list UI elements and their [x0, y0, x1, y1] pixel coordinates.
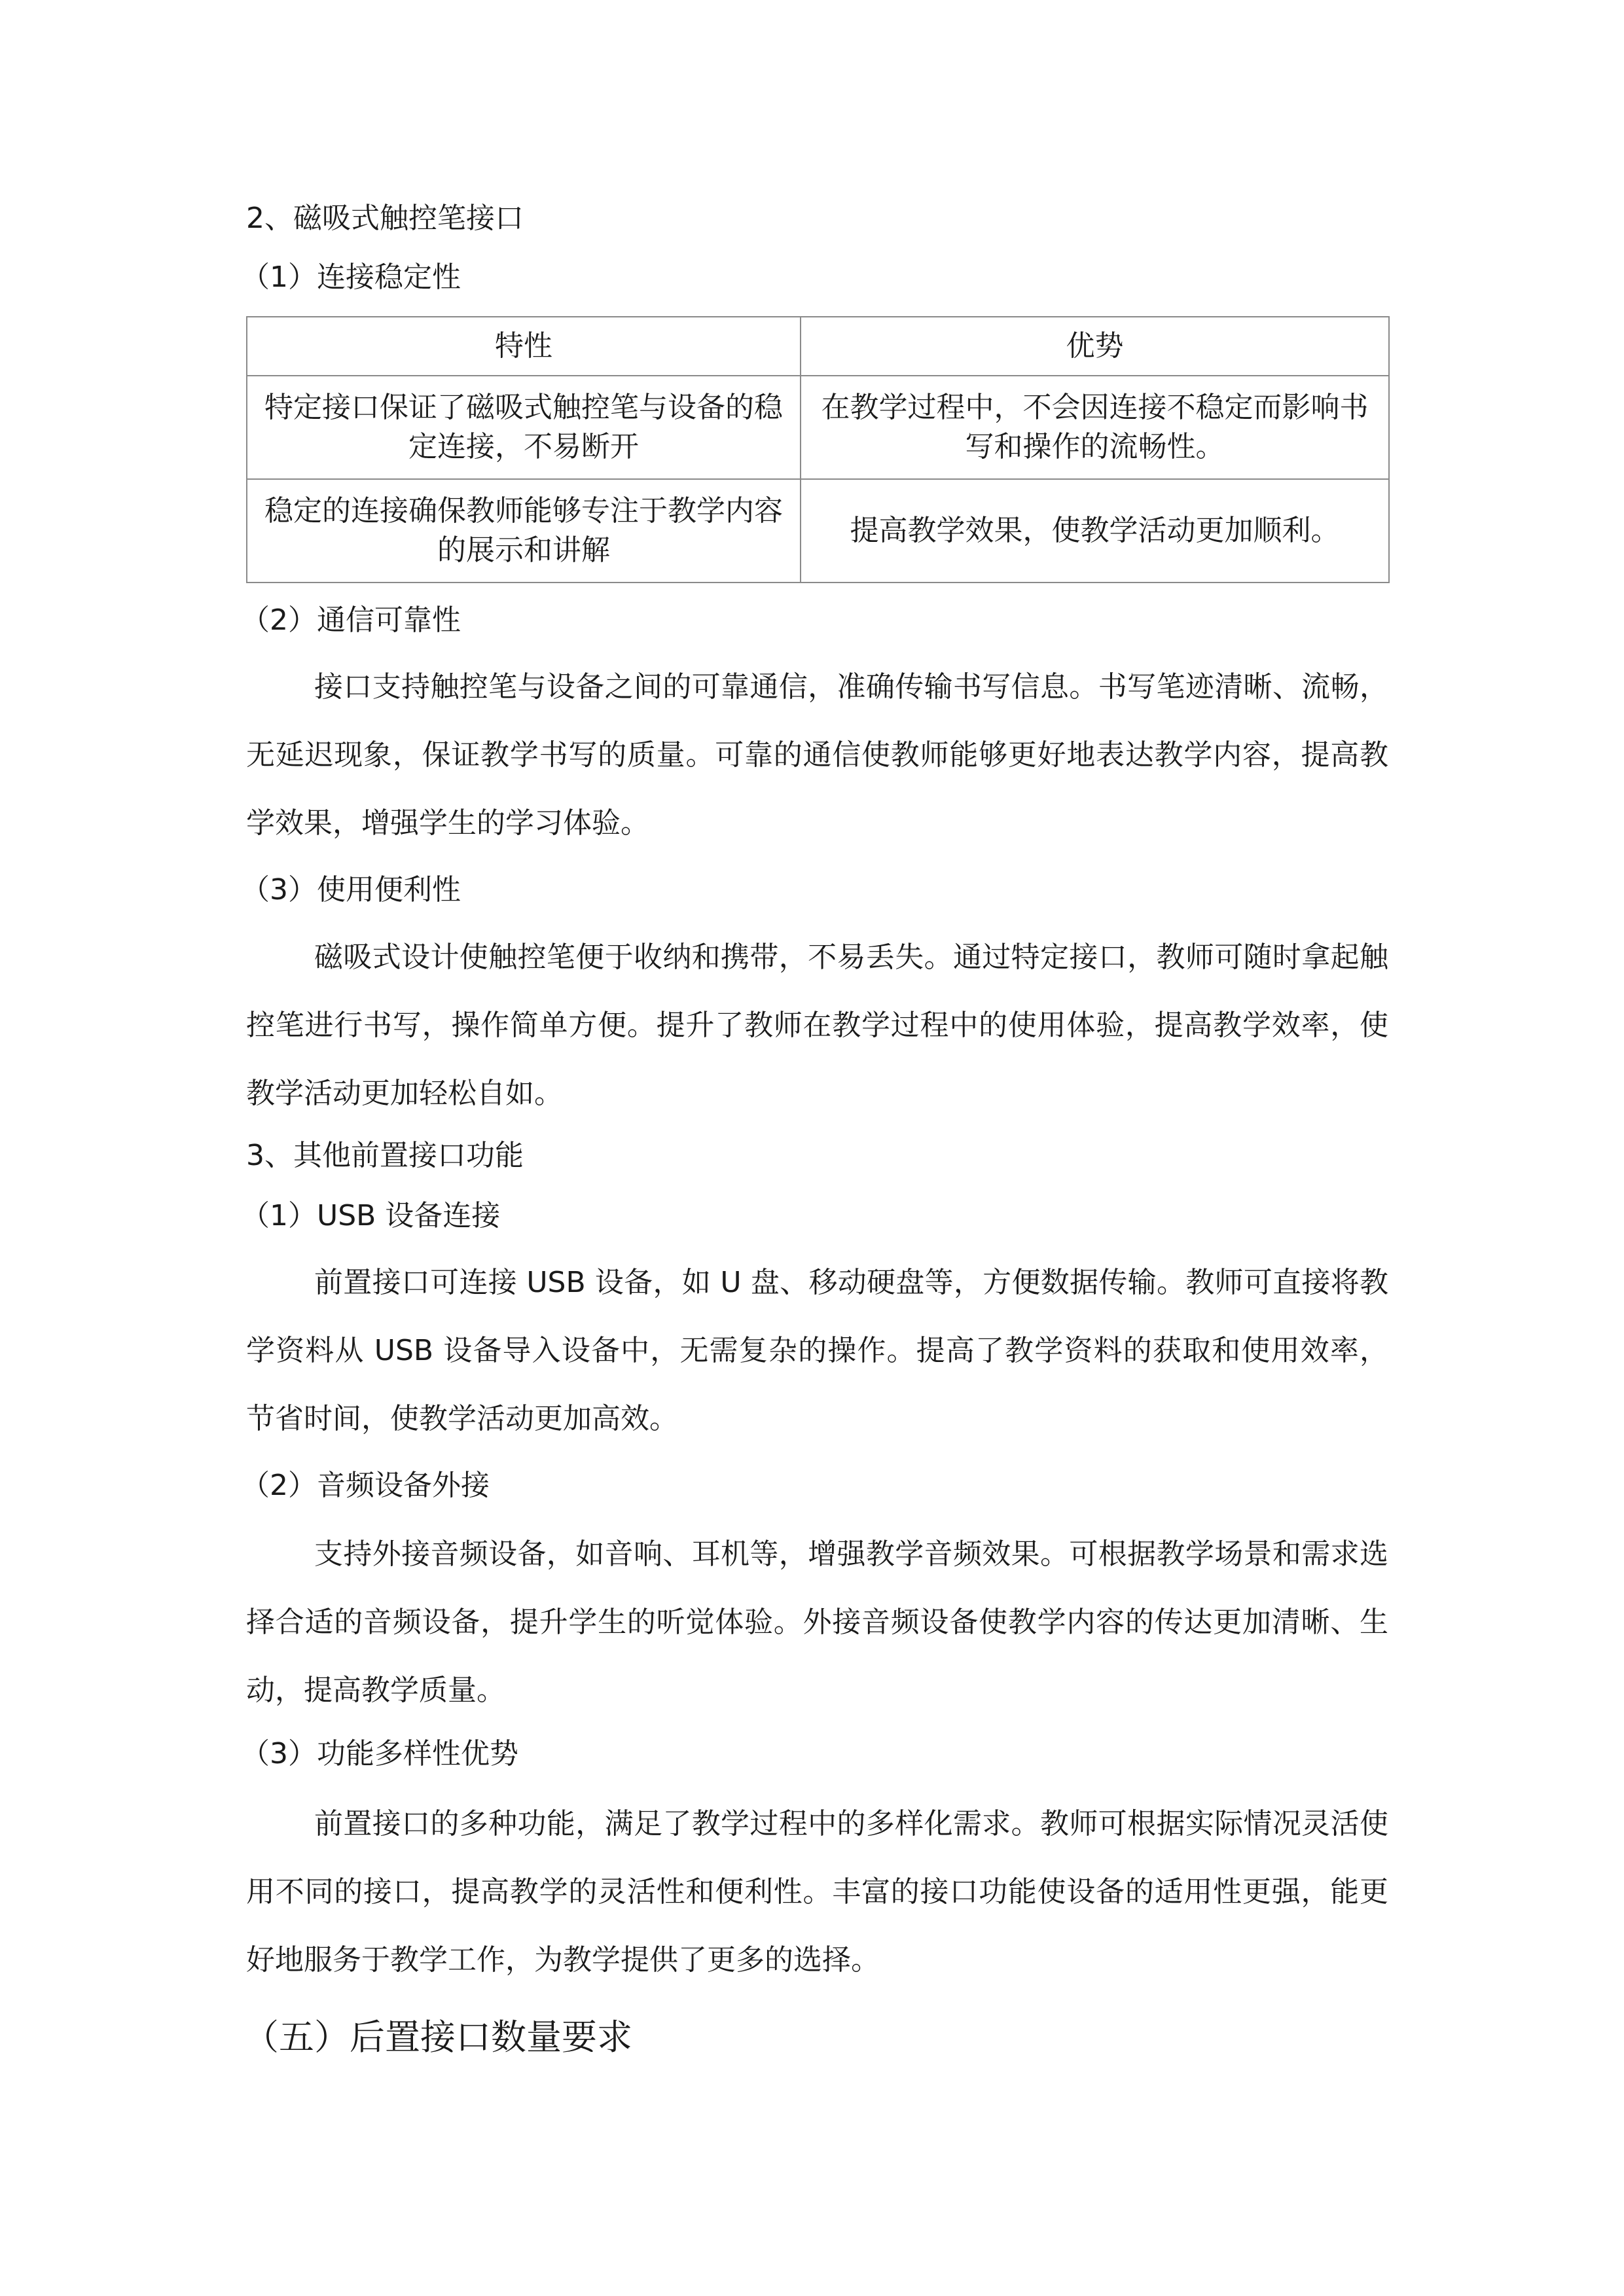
table-cell: 提高教学效果，使教学活动更加顺利。 — [801, 479, 1389, 583]
table-cell: 稳定的连接确保教师能够专注于教学内容的展示和讲解 — [247, 479, 801, 583]
section-3-subheading-1: （1）USB 设备连接 — [241, 1199, 501, 1232]
table-row — [247, 479, 1389, 583]
section-3-paragraph-1: 前置接口可连接 USB 设备，如 U 盘、移动硬盘等，方便数据传输。教师可直接将教学资料从 USB 设备导入设备中，无需复杂的操作。提高了教学资料的获取和使用效率，节省时间，使教学活动更加高效。 — [246, 1266, 1388, 1435]
section-2-paragraph-2: 接口支持触控笔与设备之间的可靠通信，准确传输书写信息。书写笔迹清晰、流畅，无延迟现象，保证教学书写的质量。可靠的通信使教师能够更好地表达教学内容，提高教学效果，增强学生的学习体验。 — [246, 670, 1388, 840]
section-2-title: 2、磁吸式触控笔接口 — [246, 202, 524, 235]
section-3-title: 3、其他前置接口功能 — [246, 1139, 524, 1172]
section-2-subheading-3: （3）使用便利性 — [241, 873, 461, 906]
table-cell: 在教学过程中，不会因连接不稳定而影响书写和操作的流畅性。 — [801, 376, 1389, 479]
section-5-heading: （五）后置接口数量要求 — [244, 2017, 632, 2058]
section-2-paragraph-3: 磁吸式设计使触控笔便于收纳和携带，不易丢失。通过特定接口，教师可随时拿起触控笔进行书写，操作简单方便。提升了教师在教学过程中的使用体验，提高教学效率，使教学活动更加轻松自如。 — [246, 941, 1388, 1110]
table-cell: 特定接口保证了磁吸式触控笔与设备的稳定连接，不易断开 — [247, 376, 801, 479]
section-2-subheading-1: （1）连接稳定性 — [241, 260, 461, 294]
section-3-subheading-2: （2）音频设备外接 — [241, 1469, 490, 1502]
table-header-row — [247, 317, 1389, 376]
table-header-advantage: 优势 — [801, 317, 1389, 376]
section-3-subheading-3: （3）功能多样性优势 — [241, 1737, 518, 1770]
connection-stability-table — [246, 316, 1390, 583]
section-3-paragraph-3: 前置接口的多种功能，满足了教学过程中的多样化需求。教师可根据实际情况灵活使用不同的接口，提高教学的灵活性和便利性。丰富的接口功能使设备的适用性更强，能更好地服务于教学工作，为教学提供了更多的选择。 — [246, 1807, 1388, 1977]
table-header-feature: 特性 — [247, 317, 801, 376]
section-3-paragraph-2: 支持外接音频设备，如音响、耳机等，增强教学音频效果。可根据教学场景和需求选择合适的音频设备，提升学生的听觉体验。外接音频设备使教学内容的传达更加清晰、生动，提高教学质量。 — [246, 1537, 1388, 1707]
table-row — [247, 376, 1389, 479]
section-2-subheading-2: （2）通信可靠性 — [241, 603, 461, 637]
